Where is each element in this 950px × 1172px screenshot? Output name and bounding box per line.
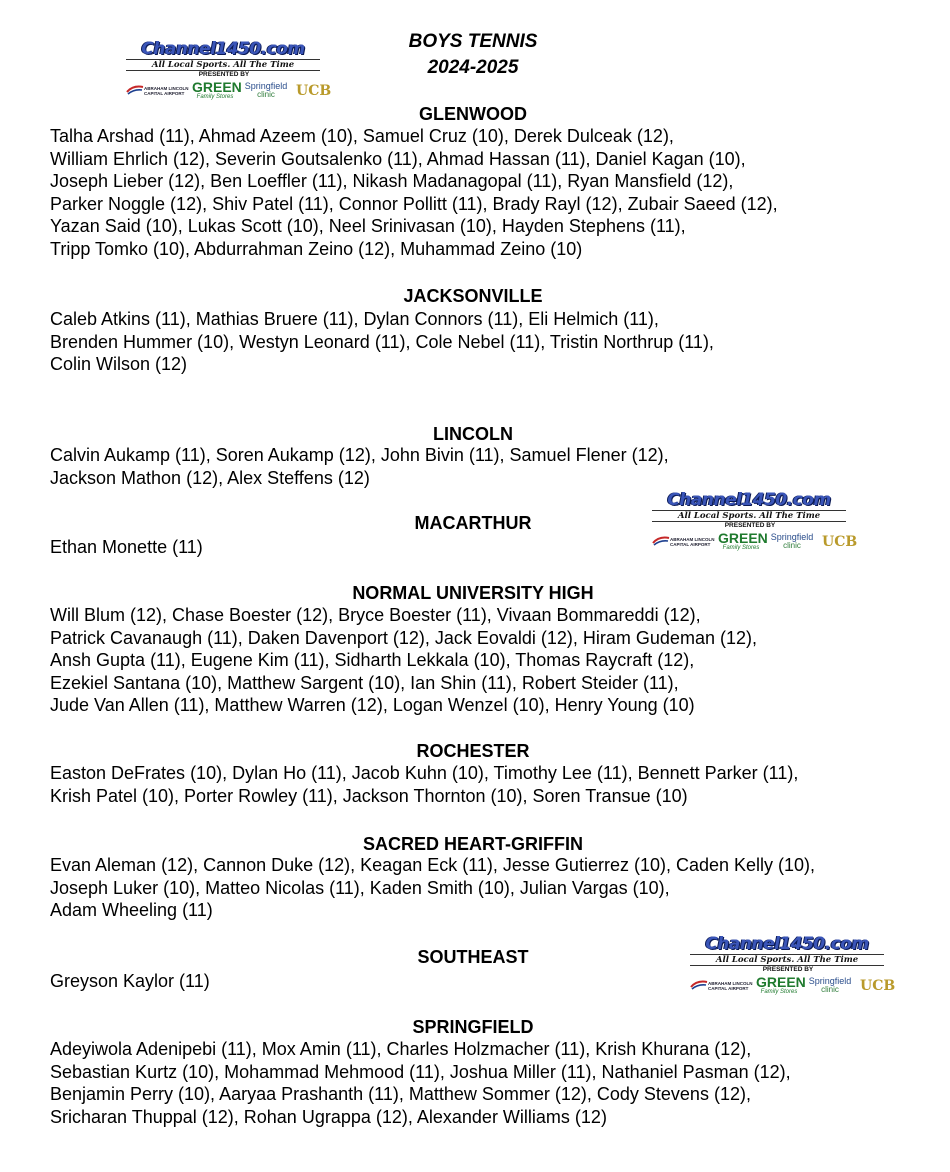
team-roster-rochester: Easton DeFrates (10), Dylan Ho (11), Jacob Kuhn (10), Timothy Lee (11), Bennett Parker (11), Krish Patel (10), Porter Rowley (11), Jackson Thornton (10), Soren Transue (10): [50, 763, 799, 806]
presented-by-label: PRESENTED BY: [724, 522, 776, 529]
team-heading-rochester: ROCHESTER: [416, 741, 530, 761]
clinic-top-label: Springfield: [244, 81, 288, 91]
sponsor-logo-1: [124, 39, 332, 105]
team-roster-sacred-heart-griffin: Evan Aleman (12), Cannon Duke (12), Keagan Eck (11), Jesse Gutierrez (10), Caden Kelly (10), Joseph Luker (10), Matteo Nicolas (11), Kaden Smith (10), Julian Vargas (10), Adam Wheeling (11): [50, 855, 816, 921]
presented-by-label: PRESENTED BY: [198, 71, 250, 78]
page-title: BOYS TENNIS: [408, 31, 538, 52]
team-roster-normal-university-high: Will Blum (12), Chase Boester (12), Bryce Boester (11), Vivaan Bommareddi (12), Patrick Cavanaugh (11), Daken Davenport (12), Jack Eovaldi (12), Hiram Gudeman (12), Ansh Gupta (11), Eugene Kim (11), Sidharth Lekkala (10), Thomas Raycraft (12), Ezekiel Santana (10), Matthew Sargent (10), Ian Shin (11), Robert Steider (11), Jude Van Allen (11), Matthew Warren (12), Logan Wenzel (10), Henry Young (10): [50, 605, 757, 716]
airport-logo: [126, 80, 188, 104]
team-roster-macarthur: Ethan Monette (11): [50, 537, 203, 557]
logo-tagline: All Local Sports. All The Time: [690, 954, 884, 966]
team-heading-macarthur: MACARTHUR: [414, 513, 532, 533]
presented-by-label: PRESENTED BY: [762, 966, 814, 973]
team-roster-springfield: Adeyiwola Adenipebi (11), Mox Amin (11), Charles Holzmacher (11), Krish Khurana (12), Sebastian Kurtz (10), Mohammad Mehmood (11), Joshua Miller (11), Nathaniel Pasman (12), Benjamin Perry (10), Aaryaa Prashanth (11), Matthew Sommer (12), Cody Stevens (12), Sricharan Thuppal (12), Rohan Ugrappa (12), Alexander Williams (12): [50, 1039, 791, 1127]
channel-1450-banner: Channel1450.com: [705, 934, 869, 954]
team-heading-normal-university-high: NORMAL UNIVERSITY HIGH: [352, 583, 594, 603]
season-subtitle: 2024-2025: [427, 57, 519, 78]
team-roster-glenwood: Talha Arshad (11), Ahmad Azeem (10), Samuel Cruz (10), Derek Dulceak (12), William Ehrlich (12), Severin Goutsalenko (11), Ahmad Hassan (11), Daniel Kagan (10), Joseph Lieber (12), Ben Loeffler (11), Nikash Madanagopal (11), Ryan Mansfield (12), Parker Noggle (12), Shiv Patel (11), Connor Pollitt (11), Brady Rayl (12), Zubair Saeed (12), Yazan Said (10), Lukas Scott (10), Neel Srinivasan (10), Hayden Stephens (11), Tripp Tomko (10), Abdurrahman Zeino (12), Muhammad Zeino (10): [50, 126, 778, 259]
clinic-bottom-label: clinic: [821, 985, 839, 994]
team-heading-lincoln: LINCOLN: [433, 424, 513, 444]
green-sub-label: Family Stores: [196, 94, 234, 100]
airport-label: ABRAHAM LINCOLN CAPITAL AIRPORT: [670, 537, 715, 547]
springfield-clinic-logo: [242, 82, 290, 99]
logo-tagline: All Local Sports. All The Time: [126, 59, 320, 71]
team-roster-jacksonville: Caleb Atkins (11), Mathias Bruere (11), Dylan Connors (11), Eli Helmich (11), Brenden Hummer (10), Westyn Leonard (11), Cole Nebel (11), Tristin Northrup (11), Colin Wilson (12): [50, 309, 714, 375]
team-heading-glenwood: GLENWOOD: [419, 104, 527, 124]
team-heading-jacksonville: JACKSONVILLE: [403, 286, 543, 306]
airport-swoosh-icon: [126, 84, 144, 96]
team-heading-springfield: SPRINGFIELD: [412, 1017, 534, 1037]
channel-1450-banner: Channel1450.com: [667, 490, 831, 510]
clinic-bottom-label: clinic: [783, 541, 801, 550]
ucb-logo: UCB: [860, 978, 896, 994]
green-sub-label: Family Stores: [722, 545, 760, 551]
ucb-logo: UCB: [822, 534, 858, 550]
team-heading-southeast: SOUTHEAST: [417, 947, 529, 967]
airport-label: ABRAHAM LINCOLN CAPITAL AIRPORT: [708, 981, 753, 991]
green-label: GREEN: [718, 530, 768, 546]
team-heading-sacred-heart-griffin: SACRED HEART-GRIFFIN: [363, 834, 583, 854]
team-roster-lincoln: Calvin Aukamp (11), Soren Aukamp (12), John Bivin (11), Samuel Flener (12), Jackson Mathon (12), Alex Steffens (12): [50, 445, 669, 488]
logo-tagline: All Local Sports. All The Time: [652, 510, 846, 522]
team-roster-southeast: Greyson Kaylor (11): [50, 971, 210, 991]
green-logo: [192, 79, 242, 101]
channel-1450-banner: Channel1450.com: [141, 39, 305, 59]
clinic-top-label: Springfield: [770, 532, 814, 542]
green-label: GREEN: [756, 974, 806, 990]
clinic-bottom-label: clinic: [257, 90, 275, 99]
green-label: GREEN: [192, 79, 242, 95]
sponsor-row: [124, 79, 332, 104]
clinic-top-label: Springfield: [808, 976, 852, 986]
airport-label: ABRAHAM LINCOLN CAPITAL AIRPORT: [144, 86, 189, 96]
green-sub-label: Family Stores: [760, 989, 798, 995]
ucb-logo: UCB: [296, 83, 332, 99]
